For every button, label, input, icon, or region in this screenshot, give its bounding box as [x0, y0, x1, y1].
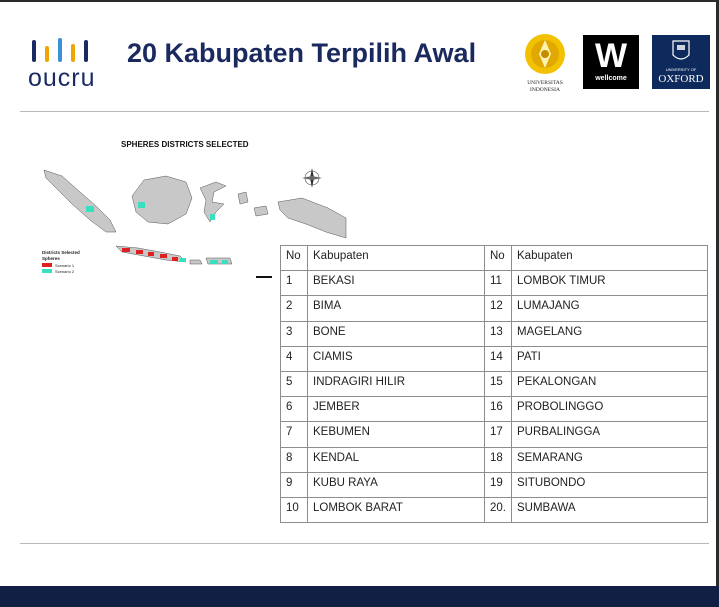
table-header-no: No: [280, 245, 308, 271]
table-cell-kabupaten: KENDAL: [307, 447, 485, 473]
table-header-no: No: [484, 245, 512, 271]
table-cell-no: 14: [484, 346, 512, 372]
table-cell-kabupaten: JEMBER: [307, 396, 485, 422]
legend-swatch-scenario-1: [42, 263, 52, 267]
table-cell-kabupaten: KEBUMEN: [307, 421, 485, 447]
footer-divider: [20, 543, 709, 544]
legend-label: Scenario 1: [55, 262, 75, 268]
table-cell-kabupaten: SITUBONDO: [511, 472, 708, 498]
table-cell-no: 12: [484, 295, 512, 321]
table-cell-no: 5: [280, 371, 308, 397]
page-title: 20 Kabupaten Terpilih Awal: [127, 38, 477, 68]
table-cell-no: 7: [280, 421, 308, 447]
table-cell-no: 2: [280, 295, 308, 321]
table-cell-kabupaten: CIAMIS: [307, 346, 485, 372]
table-cell-no: 20.: [484, 497, 512, 523]
table-cell-kabupaten: PATI: [511, 346, 708, 372]
table-cell-kabupaten: SEMARANG: [511, 447, 708, 473]
oucru-logo: [28, 36, 108, 96]
table-cell-no: 10: [280, 497, 308, 523]
table-cell-kabupaten: SUMBAWA: [511, 497, 708, 523]
table-cell-kabupaten: PROBOLINGGO: [511, 396, 708, 422]
table-cell-no: 11: [484, 270, 512, 296]
universitas-indonesia-logo: [514, 30, 576, 98]
table-cell-no: 17: [484, 421, 512, 447]
table-cell-kabupaten: LOMBOK TIMUR: [511, 270, 708, 296]
table-cell-no: 8: [280, 447, 308, 473]
district-table: [280, 245, 707, 525]
legend-subtitle: Spheres: [42, 256, 60, 261]
table-cell-no: 15: [484, 371, 512, 397]
table-cell-no: 6: [280, 396, 308, 422]
table-cell-kabupaten: LOMBOK BARAT: [307, 497, 485, 523]
table-cell-kabupaten: KUBU RAYA: [307, 472, 485, 498]
table-cell-kabupaten: MAGELANG: [511, 321, 708, 347]
table-header-kabupaten: Kabupaten: [307, 245, 485, 271]
map-title: SPHERES DISTRICTS SELECTED: [121, 140, 249, 149]
table-cell-no: 4: [280, 346, 308, 372]
table-cell-kabupaten: BIMA: [307, 295, 485, 321]
legend-label: Scenario 2: [55, 268, 75, 274]
header-divider: [20, 111, 709, 112]
ui-line-1: UNIVERSITAS: [527, 80, 563, 86]
table-cell-kabupaten: BEKASI: [307, 270, 485, 296]
table-cell-kabupaten: BONE: [307, 321, 485, 347]
table-cell-no: 1: [280, 270, 308, 296]
table-cell-no: 9: [280, 472, 308, 498]
footer-bar: [0, 586, 719, 607]
oxford-wordmark: OXFORD: [658, 73, 704, 85]
oucru-bars-icon: [30, 36, 90, 66]
legend-title: Districts Selected: [42, 250, 80, 255]
table-cell-no: 13: [484, 321, 512, 347]
oxford-crest-icon: [652, 35, 710, 67]
table-cell-kabupaten: PEKALONGAN: [511, 371, 708, 397]
oxford-university-of: UNIVERSITY OF: [665, 67, 697, 72]
table-cell-no: 19: [484, 472, 512, 498]
ui-line-2: INDONESIA: [530, 86, 560, 93]
wellcome-logo: [583, 35, 639, 89]
slide-top-border: [0, 0, 719, 2]
table-header-kabupaten: Kabupaten: [511, 245, 708, 271]
table-cell-kabupaten: INDRAGIRI HILIR: [307, 371, 485, 397]
north-arrow-icon: [302, 168, 322, 188]
makara-emblem-icon: [514, 30, 576, 80]
scale-bar-icon: [256, 276, 272, 278]
table-cell-no: 18: [484, 447, 512, 473]
map-legend: [42, 250, 112, 274]
table-cell-kabupaten: PURBALINGGA: [511, 421, 708, 447]
table-cell-no: 16: [484, 396, 512, 422]
table-cell-kabupaten: LUMAJANG: [511, 295, 708, 321]
oucru-wordmark: oucru: [28, 64, 96, 92]
wellcome-wordmark: wellcome: [595, 75, 627, 82]
table-cell-no: 3: [280, 321, 308, 347]
oxford-logo: [652, 35, 710, 89]
legend-swatch-scenario-2: [42, 269, 52, 273]
universitas-indonesia-text: [514, 80, 576, 93]
legend-item: [42, 268, 112, 274]
wellcome-mark: W: [594, 37, 628, 75]
